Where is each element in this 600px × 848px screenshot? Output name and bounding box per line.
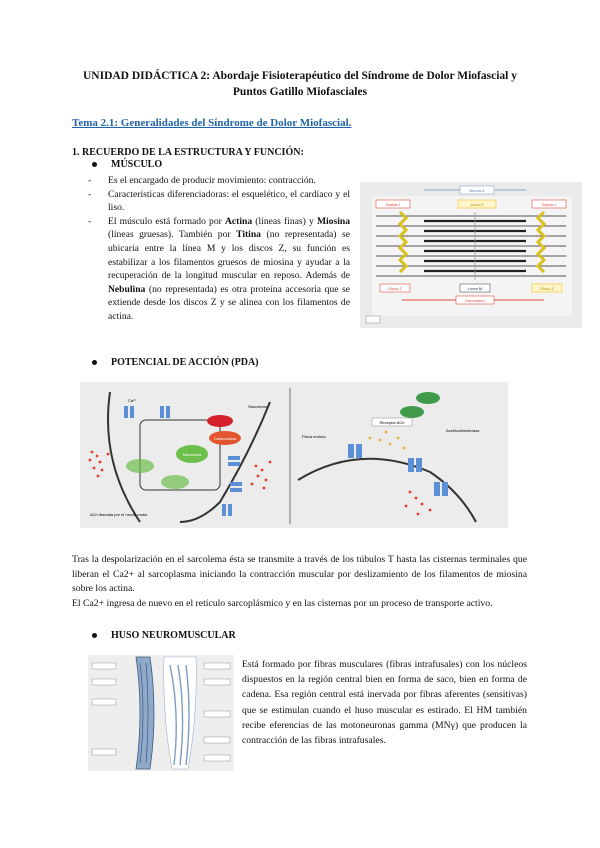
muscle-list xyxy=(88,174,350,324)
ach-dots xyxy=(369,431,406,450)
bullet-musculo-label: MÚSCULO xyxy=(111,159,163,170)
band-a-label: Banda A xyxy=(469,188,485,193)
placa-label: Placa motora xyxy=(302,434,326,439)
action-potential-figure xyxy=(80,382,508,528)
line-m-label: Línea M xyxy=(467,286,483,291)
pda-paragraph-2: El Ca2+ ingresa de nuevo en el retículo sarcoplásmico y en las cisternas por un proceso de transporte activo. xyxy=(72,598,493,609)
spindle-paragraph: Está formado por fibras musculares (fibras intrafusales) con los núcleos dispuestos en la región central bien en forma de saco, bien en forma de cadena. Esa región central está inervada por fibras aferentes (sensitivas) que se estimulan cuando el huso muscular es estirado. El HM también recibe eferencias de las motoneuronas gamma (MNγ) que producen la contracción de las fibras intrafusales. xyxy=(242,659,527,747)
bullet-huso xyxy=(92,630,236,641)
calcium-label: Ca²⁺ xyxy=(128,398,137,403)
sarcomere-label: Sarcómero xyxy=(465,298,485,303)
bullet-huso-label: HUSO NEUROMUSCULAR xyxy=(111,630,236,641)
bullet-dot-icon xyxy=(92,162,97,167)
document-title xyxy=(70,68,530,100)
zone-h-label: Zona H xyxy=(470,202,484,207)
title-line-1: UNIDAD DIDÁCTICA 2: Abordaje Fisioterapéutico del Síndrome de Dolor Miofascial y xyxy=(82,70,517,82)
mitochondria-label: Mitocondria xyxy=(182,453,202,457)
receptor-label: Receptor ACh xyxy=(379,420,405,425)
title-line-2: Puntos Gatillo Miofasciales xyxy=(232,86,368,98)
pda-paragraph-1: Tras la despolarización en el sarcolema ésta se transmite a través de los túbulos T hasta las cisternas terminales que liberan el Ca2+ al sarcoplasma iniciando la contracción muscular por deslizamiento de los filamentos de miosina sobre los actina. xyxy=(72,554,527,595)
bullet-dot-icon xyxy=(92,633,97,638)
bullet-musculo xyxy=(92,159,162,170)
bullet-pda xyxy=(92,357,259,368)
disc-z-left-label: Disco Z xyxy=(388,286,402,291)
list-item: - Es el encargado de producir movimiento: contracción. xyxy=(88,175,316,186)
disc-z-right-label: Disco Z xyxy=(540,286,554,291)
section-heading-structure: 1. RECUERDO DE LA ESTRUCTURA Y FUNCIÓN: xyxy=(72,147,304,158)
bullet-pda-label: POTENCIAL DE ACCIÓN (PDA) xyxy=(111,357,259,368)
list-item: - El músculo está formado por Actina (líneas finas) y Miosina (líneas gruesas). También por Titina (no representada) se ubicaría entre la línea M y los discos Z, su función es estabilizar a los filamentos gruesos de miosina y ayudar a la recuperación de la longitud muscular en reposo. Además de Nebulina (no representada) es otra proteína accesoria que se extiende desde los discos Z y se alinea con los filamentos de actina. xyxy=(88,215,351,322)
list-item: - Características diferenciadoras: el esquelético, el cardíaco y el liso. xyxy=(88,188,350,214)
esterase-label: Acetilcolinesterasa xyxy=(446,428,480,433)
topic-heading: Tema 2.1: Generalidades del Síndrome de Dolor Miofascial. xyxy=(72,117,352,129)
band-i-left-label: Banda I xyxy=(386,202,400,207)
sarcomere-figure xyxy=(360,182,582,328)
calmodulin-label: Calmodulina xyxy=(213,436,237,441)
muscle-spindle-figure xyxy=(88,655,234,771)
bullet-dot-icon xyxy=(92,360,97,365)
band-i-right-label: Banda I xyxy=(542,202,556,207)
sarcolema-label: Sarcolema xyxy=(248,404,268,409)
ach-label: ACh liberada por el nervio motor xyxy=(90,512,148,517)
calcium-dots-right xyxy=(405,491,432,516)
